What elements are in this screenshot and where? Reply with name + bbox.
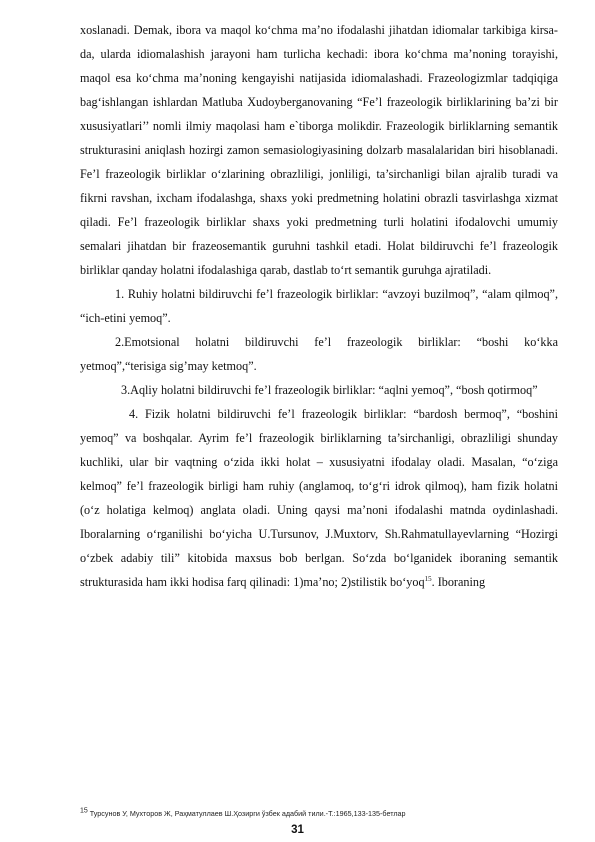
paragraph-fizik-text: 4. Fizik holatni bildiruvchi fe’l frazeologik birliklar: “bardosh bermoq”, “boshini yemoq” va boshqalar. Ayrim fe’l frazeologik birliklarning ta’sirchanligi, obrazliligi shunday kuchliki, ular bir vaqtning o‘zida ikki holat – xususiyatni ifodalay oladi. Masalan, “o‘ziga kelmoq” fe’l frazeologik birligi ham ruhiy (anglamoq, to‘g‘ri idrok qilmoq), ham fizik holatni (o‘z holatiga kelmoq) anglata oladi. Uning qaysi ma’noni ifodalashi matnda oydinlashadi. Iboralarning o‘rganilishi bo‘yicha U.Tursunov, J.Muxtorv, Sh.Rahmatullayevlarning “Hozirgi o‘zbek adabiy tili” kitobida maxsus bob berlgan. So‘zda bo‘lganidek iboraning semantik strukturasida ham ikki hodisa farq qilinadi: 1)ma’no; 2)stilistik bo‘yoq (80, 407, 558, 589)
footnote (80, 809, 558, 818)
body-text (80, 18, 558, 594)
footnote-text: Турсунов У, Мухторов Ж, Раҳматуллаев Ш.Ҳозирги ўзбек адабий тили.-Т.:1965,133-135-бетлар (89, 809, 406, 818)
list-item-emotsional: 2.Emotsional holatni bildiruvchi fe’l frazeologik birliklar: “boshi ko‘kka yetmoq”,“terisiga sig’may ketmoq”. (80, 335, 558, 373)
footnote-ref: 15 (424, 574, 432, 583)
paragraph-intro: xoslanadi. Demak, ibora va maqol ko‘chma ma’no ifodalashi jihatdan idiomalar tarkibiga kirsa-da, ularda idiomalashish jarayoni ham turlicha kechadi: ibora ko‘chma ma’noning torayishi, maqol esa ko‘chma ma’noning kengayishi natijasida idiomalashadi. Frazeologizmlar tadqiqiga bag‘ishlangan ishlardan Matluba Xudoyberganovaning “Fe’l frazeologik birliklarining ba’zi bir xususiyatlari’’ nomli ilmiy maqolasi ham e`tiborga molikdir. Frazeologik birliklarning semantik strukturasini aniqlash hozirgi zamon semasiologiyasining dolzarb masalalaridan biri hisoblanadi. Fe’l frazeologik birliklar o‘zlarining obrazliligi, jonliligi, ta’sirchanligi bilan ajralib turadi va fikrni ravshan, ixcham ifodalashga, shaxs yoki predmetning holatini obrazli tasvirlashga xizmat qiladi. Fe’l frazeologik birliklar shaxs yoki predmetning turli holatini ifodalovchi umumiy semalari jihatdan bir frazeosemantik guruhni tashkil etadi. Holat bildiruvchi fe’l frazeologik birliklar qanday holatni ifodalashiga qarab, dastlab to‘rt semantik guruhga ajratiladi. (80, 23, 558, 277)
paragraph-fizik-tail: . Iboraning (431, 575, 486, 589)
list-item-aqliy: 3.Aqliy holatni bildiruvchi fe’l frazeologik birliklar: “aqlni yemoq”, “bosh qotirmoq” (121, 383, 538, 397)
list-item-fizik (80, 402, 558, 594)
list-item-ruhiy: 1. Ruhiy holatni bildiruvchi fe’l frazeologik birliklar: “avzoyi buzilmoq”, “alam qilmoq”, “ich-etini yemoq”. (80, 287, 558, 325)
footnote-marker: 15 (80, 807, 88, 815)
page-number: 31 (291, 824, 304, 836)
